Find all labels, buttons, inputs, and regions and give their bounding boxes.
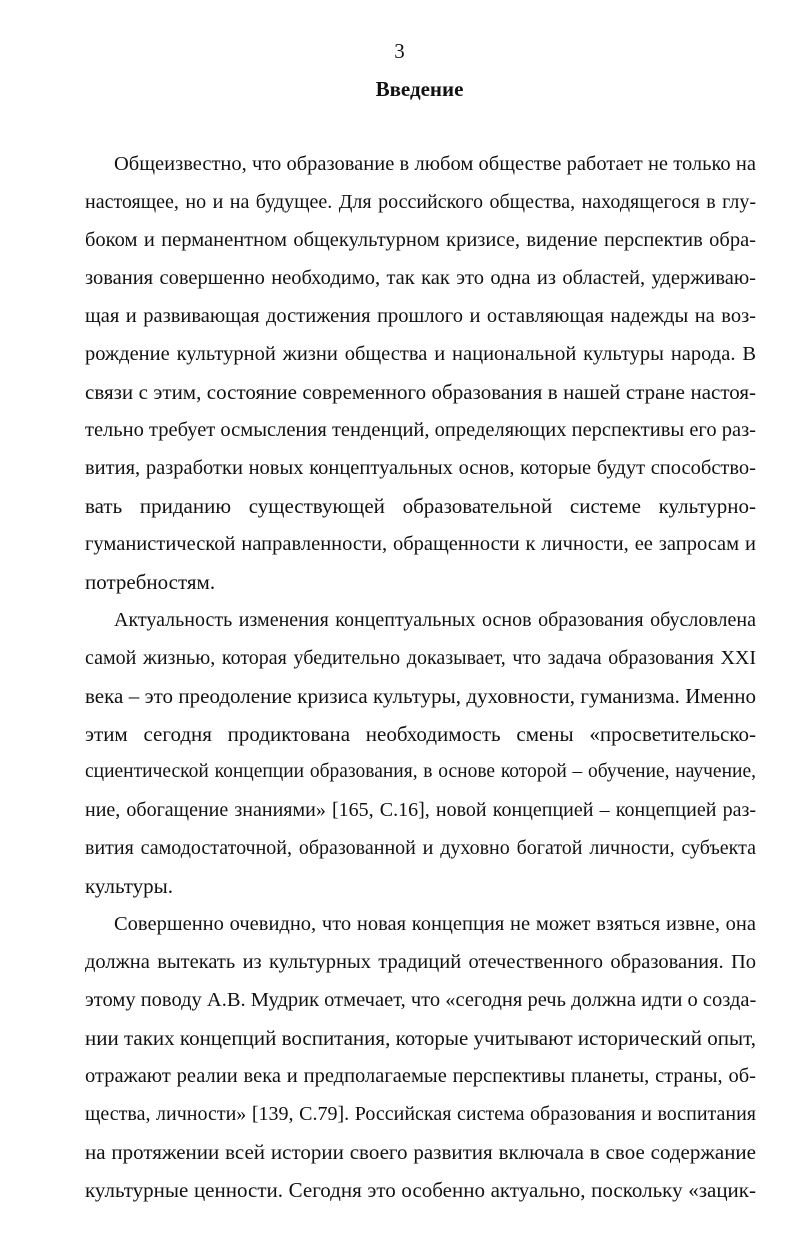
text-line: самой жизнью, которая убедительно доказывает, что задача образования XXI xyxy=(85,647,756,669)
text-line: рождение культурной жизни общества и национальной культуры народа. В xyxy=(85,343,756,365)
page-number: 3 xyxy=(394,39,405,63)
text-line: вития, разработки новых концептуальных основ, которые будут способство- xyxy=(85,457,756,479)
text-line: отражают реалии века и предполагаемые перспективы планеты, страны, об- xyxy=(85,1065,756,1087)
text-line: Совершенно очевидно, что новая концепция не может взяться извне, она xyxy=(114,913,756,935)
text-line: вать приданию существующей образовательной системе культурно- xyxy=(85,494,756,518)
text-line: культурные ценности. Сегодня это особенно актуально, поскольку «зацик- xyxy=(85,1178,756,1202)
text-line: века – это преодоление кризиса культуры, духовности, гуманизма. Именно xyxy=(85,684,756,708)
text-line: на протяжении всей истории своего развития включала в свое содержание xyxy=(85,1140,756,1164)
text-line: потребностям. xyxy=(85,570,216,594)
text-line: щества, личности» [139, С.79]. Российская система образования и воспитания xyxy=(85,1103,756,1125)
text-line: сциентической концепции образования, в основе которой – обучение, научение, xyxy=(85,761,756,782)
text-line: Актуальность изменения концептуальных основ образования обусловлена xyxy=(114,609,756,631)
text-line: гуманистической направленности, обращенности к личности, ее запросам и xyxy=(85,533,756,555)
section-title: Введение xyxy=(375,77,464,101)
text-line: щая и развивающая достижения прошлого и оставляющая надежды на воз- xyxy=(85,305,756,327)
text-line: культуры. xyxy=(85,874,173,898)
text-line: Общеизвестно, что образование в любом обществе работает не только на xyxy=(114,153,756,175)
text-line: вития самодостаточной, образованной и духовно богатой личности, субъекта xyxy=(85,837,756,859)
text-line: настоящее, но и на будущее. Для российского общества, находящегося в глу- xyxy=(85,191,756,213)
text-line: должна вытекать из культурных традиций отечественного образования. По xyxy=(85,951,756,973)
text-line: связи с этим, состояние современного образования в нашей стране настоя- xyxy=(85,380,756,404)
text-line: нии таких концепций воспитания, которые учитывают исторический опыт, xyxy=(85,1026,756,1050)
text-line: этому поводу А.В. Мудрик отмечает, что «сегодня речь должна идти о созда- xyxy=(85,989,756,1011)
text-line: тельно требует осмысления тенденций, определяющих перспективы его раз- xyxy=(85,419,756,441)
text-line: ние, обогащение знаниями» [165, С.16], новой концепцией – концепцией раз- xyxy=(85,799,756,821)
text-line: этим сегодня продиктована необходимость смены «просветительско- xyxy=(85,722,756,746)
text-line: боком и перманентном общекультурном кризисе, видение перспектив обра- xyxy=(85,229,756,251)
text-line: зования совершенно необходимо, так как это одна из областей, удерживаю- xyxy=(85,267,756,289)
